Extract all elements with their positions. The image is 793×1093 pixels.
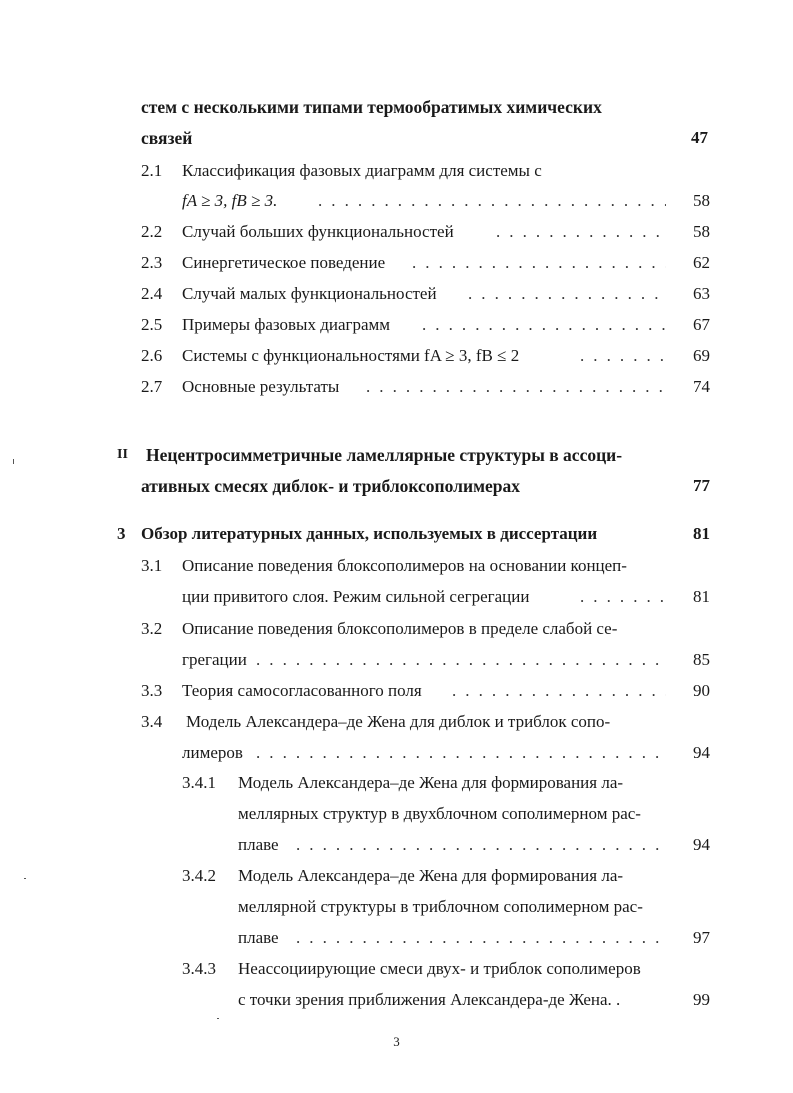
section-number: 2.2 (141, 222, 163, 241)
dot-leader (422, 315, 666, 335)
subsection-title: Модель Александера–де Жена для формирования ла- (238, 866, 624, 885)
subsection-page: 94 (693, 835, 710, 854)
section-page: 58 (693, 191, 710, 210)
dot-leader (468, 284, 666, 304)
section-page: 85 (693, 650, 710, 669)
section-page: 62 (693, 253, 710, 272)
part-number: II (117, 447, 128, 462)
scan-speck (217, 1018, 219, 1019)
section-title: Модель Александера–де Жена для диблок и триблок сопо- (186, 712, 611, 731)
subsection-title: плаве (238, 928, 279, 947)
subsection-number: 3.4.1 (182, 773, 216, 792)
section-number: 3.4 (141, 712, 163, 731)
dot-leader (366, 377, 666, 397)
section-number: 2.3 (141, 253, 163, 272)
part-title-line2: ативных смесях диблок- и триблоксополимерах (141, 476, 520, 496)
chapter-2-title-line1: стем с несколькими типами термообратимых химических (141, 97, 602, 117)
subsection-title: меллярных структур в двухблочном сополимерном рас- (238, 804, 641, 823)
subsection-title: плаве (238, 835, 279, 854)
section-title: грегации (182, 650, 247, 669)
section-title: ции привитого слоя. Режим сильной сегрегации (182, 587, 530, 606)
chapter-title: Обзор литературных данных, используемых в диссертации (141, 524, 598, 543)
section-number: 2.1 (141, 161, 163, 180)
section-title: Теория самосогласованного поля (182, 681, 422, 700)
chapter-page: 81 (693, 524, 710, 543)
section-page: 58 (693, 222, 710, 241)
dot-leader (496, 222, 666, 242)
dot-leader (256, 650, 666, 670)
scan-speck (13, 459, 14, 464)
section-number: 2.7 (141, 377, 163, 396)
section-number: 2.6 (141, 346, 163, 365)
subsection-title: Модель Александера–де Жена для формирования ла- (238, 773, 624, 792)
dot-leader (318, 191, 666, 211)
subsection-title: с точки зрения приближения Александера-де Жена. . (238, 990, 621, 1009)
section-number: 3.2 (141, 619, 163, 638)
part-page: 77 (693, 476, 710, 495)
dot-leader (256, 743, 666, 763)
section-title: лимеров (182, 743, 243, 762)
section-page: 67 (693, 315, 710, 334)
subsection-number: 3.4.2 (182, 866, 216, 885)
subsection-title: меллярной структуры в триблочном сополимерном рас- (238, 897, 643, 916)
scan-speck (24, 878, 26, 879)
chapter-number: 3 (117, 524, 126, 543)
section-title: Случай малых функциональностей (182, 284, 437, 303)
section-title: Случай больших функциональностей (182, 222, 454, 241)
page-number: 3 (393, 1034, 400, 1049)
section-page: 69 (693, 346, 710, 365)
dot-leader (296, 928, 666, 948)
dot-leader (296, 835, 666, 855)
subsection-page: 99 (693, 990, 710, 1009)
section-title: Описание поведения блоксополимеров в пределе слабой се- (182, 619, 618, 638)
section-number: 3.3 (141, 681, 163, 700)
section-number: 2.4 (141, 284, 163, 303)
section-title: Описание поведения блоксополимеров на основании концеп- (182, 556, 627, 575)
section-page: 81 (693, 587, 710, 606)
section-title: Синергетическое поведение (182, 253, 386, 272)
section-page: 90 (693, 681, 710, 700)
section-page: 74 (693, 377, 710, 396)
section-title: Примеры фазовых диаграмм (182, 315, 391, 334)
section-title: Основные результаты (182, 377, 340, 396)
section-title: Системы с функциональностями fA ≥ 3, fB ≤ 2 (182, 346, 520, 365)
subsection-page: 97 (693, 928, 710, 947)
chapter-2-title-line2: связей (141, 128, 193, 148)
dot-leader (452, 681, 666, 701)
subsection-number: 3.4.3 (182, 959, 216, 978)
section-title: Классификация фазовых диаграмм для системы с (182, 161, 542, 180)
subsection-title: Неассоциирующие смеси двух- и триблок сополимеров (238, 959, 641, 978)
section-number: 2.5 (141, 315, 163, 334)
section-page: 63 (693, 284, 710, 303)
section-title: fA ≥ 3, fB ≥ 3. (182, 191, 278, 210)
section-number: 3.1 (141, 556, 163, 575)
dot-leader (412, 253, 666, 273)
section-page: 94 (693, 743, 710, 762)
chapter-2-page: 47 (691, 128, 708, 147)
part-title-line1: Нецентросимметричные ламеллярные структуры в ассоци- (146, 445, 623, 465)
